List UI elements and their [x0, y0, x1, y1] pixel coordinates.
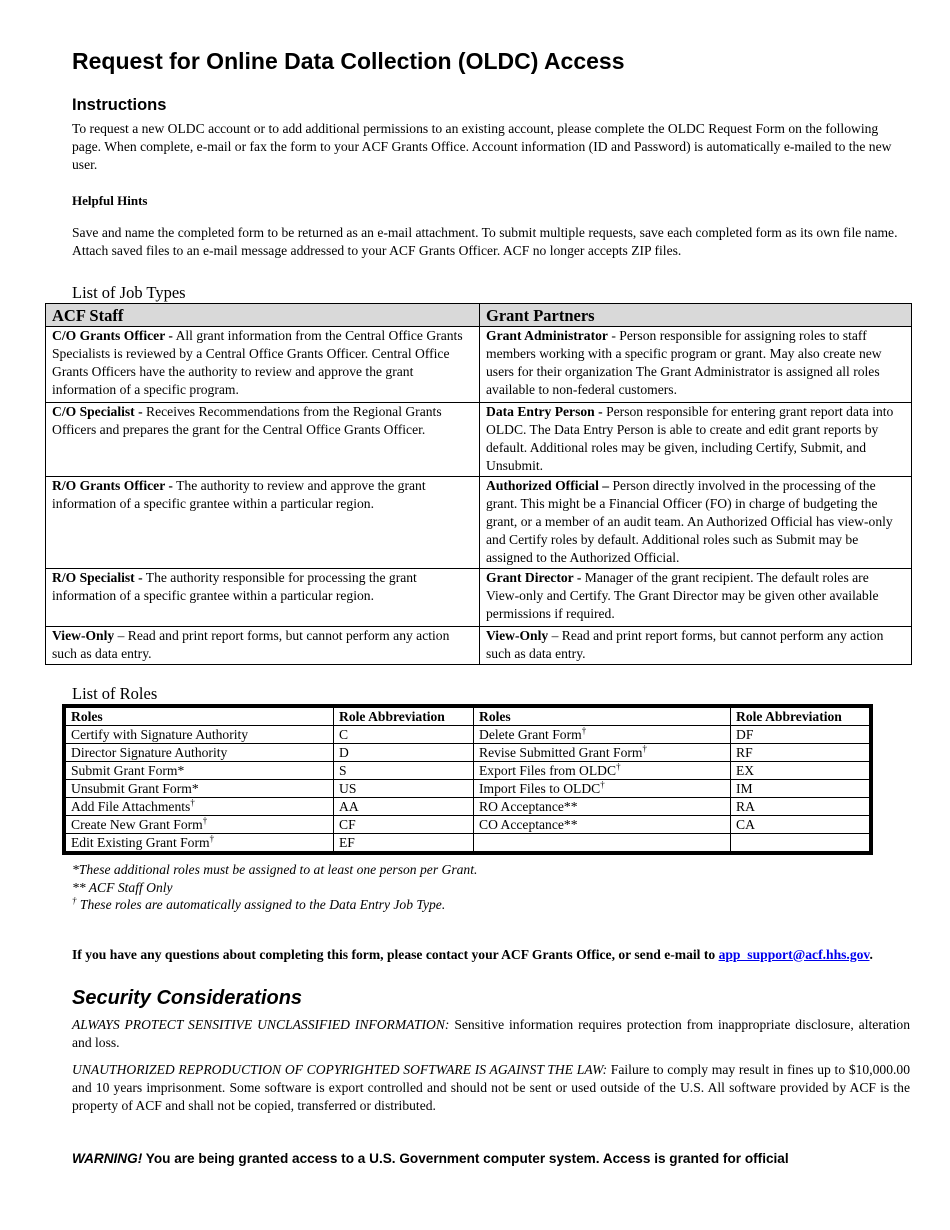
instructions-text: To request a new OLDC account or to add additional permissions to an existing account, please complete the OLDC Request Form on the following page. When complete, e-mail or fax the form to your ACF Grants Office. Account information (ID and Password) is automatically e-mailed to the new user. [72, 121, 892, 172]
helpful-hints-text: Save and name the completed form to be returned as an e-mail attachment. To submit multiple requests, save each completed form as its own file name. Attach saved files to an e-mail message addressed to your ACF Grants Officer. ACF no longer accepts ZIP files. [72, 225, 898, 258]
table-row [46, 569, 912, 627]
table-row [46, 403, 912, 477]
warning-text: WARNING! You are being granted access to a U.S. Government computer system. Access is granted for official [72, 1151, 789, 1166]
role-abbr: IM [731, 780, 870, 798]
table-row [66, 744, 870, 762]
job-cell: Grant Administrator - Person responsible for assigning roles to staff members working with a specific program or grant. May also create new users for their organization The Grant Administrator is assigned all roles available to non-federal customers. [480, 327, 912, 403]
role-name: Revise Submitted Grant Form† [474, 744, 731, 762]
table-row [66, 762, 870, 780]
job-cell: C/O Specialist - Receives Recommendations from the Regional Grants Officers and prepares the grant for the Central Office Grants Officer. [46, 403, 480, 477]
table-row [66, 816, 870, 834]
role-name: Submit Grant Form* [66, 762, 334, 780]
role-abbr: EF [334, 834, 474, 852]
roles-heading: List of Roles [72, 684, 158, 703]
job-cell: View-Only – Read and print report forms, but cannot perform any action such as data entry. [480, 627, 912, 665]
role-abbr: CA [731, 816, 870, 834]
role-name: Director Signature Authority [66, 744, 334, 762]
job-cell: R/O Specialist - The authority responsible for processing the grant information of a specific grantee within a particular region. [46, 569, 480, 627]
table-row [46, 627, 912, 665]
roles-table-frame [62, 704, 873, 855]
roles-col-header: Roles [66, 708, 334, 726]
role-name: Export Files from OLDC† [474, 762, 731, 780]
support-email-link[interactable]: app_support@acf.hhs.gov [718, 946, 870, 962]
roles-col-header: Roles [474, 708, 731, 726]
job-cell: Grant Director - Manager of the grant recipient. The default roles are View-only and Certify. The Grant Director may be given other available permissions if required. [480, 569, 912, 627]
instructions-heading: Instructions [72, 96, 167, 114]
security-paragraph-1: ALWAYS PROTECT SENSITIVE UNCLASSIFIED INFORMATION: Sensitive information requires protection from inappropriate disclosure, alteration and loss. [72, 1017, 910, 1050]
role-abbr: RF [731, 744, 870, 762]
role-name: Unsubmit Grant Form* [66, 780, 334, 798]
role-name: Create New Grant Form† [66, 816, 334, 834]
role-name [474, 834, 731, 852]
table-row [66, 834, 870, 852]
footnote-dagger: † These roles are automatically assigned to the Data Entry Job Type. [72, 895, 446, 912]
table-row [46, 327, 912, 403]
job-cell: View-Only – Read and print report forms, but cannot perform any action such as data entry. [46, 627, 480, 665]
role-name: CO Acceptance** [474, 816, 731, 834]
roles-table [65, 707, 870, 852]
job-types-table [45, 303, 912, 665]
security-heading: Security Considerations [72, 987, 303, 1009]
role-name: Certify with Signature Authority [66, 726, 334, 744]
role-abbr: C [334, 726, 474, 744]
job-cell: R/O Grants Officer - The authority to review and approve the grant information of a specific grantee within a particular region. [46, 477, 480, 569]
abbr-col-header: Role Abbreviation [731, 708, 870, 726]
footnote-required: *These additional roles must be assigned to at least one person per Grant. [72, 862, 478, 877]
table-row [66, 780, 870, 798]
job-cell: C/O Grants Officer - All grant information from the Central Office Grants Specialists is reviewed by a Central Office Grants Officer. Central Office Grants Officers have the authority to review and approve the grant information of a specific program. [46, 327, 480, 403]
role-abbr: CF [334, 816, 474, 834]
job-types-heading: List of Job Types [72, 283, 186, 302]
helpful-hints-heading: Helpful Hints [72, 193, 148, 208]
role-abbr: EX [731, 762, 870, 780]
roles-footnotes [72, 861, 477, 914]
role-name: Edit Existing Grant Form† [66, 834, 334, 852]
role-abbr: D [334, 744, 474, 762]
job-cell: Data Entry Person - Person responsible for entering grant report data into OLDC. The Data Entry Person is able to create and edit grant reports by default. Additional roles may be given, including Certify, Submit, and Unsubmit. [480, 403, 912, 477]
abbr-col-header: Role Abbreviation [334, 708, 474, 726]
role-abbr [731, 834, 870, 852]
job-cell: Authorized Official – Person directly involved in the processing of the grant. This might be a Financial Officer (FO) in charge of budgeting the grant, or a member of an audit team. An Authorized Official has view-only and Certify roles by default. Additional roles such as Submit may be assigned to the Authorized Official. [480, 477, 912, 569]
table-row [66, 798, 870, 816]
role-abbr: RA [731, 798, 870, 816]
role-abbr: AA [334, 798, 474, 816]
footnote-acf-staff: ** ACF Staff Only [72, 879, 173, 895]
role-name: Delete Grant Form† [474, 726, 731, 744]
role-name: RO Acceptance** [474, 798, 731, 816]
grant-partners-header: Grant Partners [480, 304, 912, 327]
table-row [46, 477, 912, 569]
contact-text: If you have any questions about completing this form, please contact your ACF Grants Office, or send e-mail to app_support@acf.hhs.gov. [72, 946, 873, 962]
role-abbr: US [334, 780, 474, 798]
security-paragraph-2: UNAUTHORIZED REPRODUCTION OF COPYRIGHTED SOFTWARE IS AGAINST THE LAW: Failure to comply may result in fines up to $10,000.00 and 10 years imprisonment. Some software is export controlled and should not be sent or used outside of the U.S. All software provided by ACF is the property of ACF and shall not be copied, transferred or distributed. [72, 1062, 910, 1113]
table-row [66, 726, 870, 744]
role-name: Import Files to OLDC† [474, 780, 731, 798]
role-abbr: DF [731, 726, 870, 744]
page-title: Request for Online Data Collection (OLDC) Access [72, 48, 625, 74]
acf-staff-header: ACF Staff [46, 304, 480, 327]
role-name: Add File Attachments† [66, 798, 334, 816]
role-abbr: S [334, 762, 474, 780]
